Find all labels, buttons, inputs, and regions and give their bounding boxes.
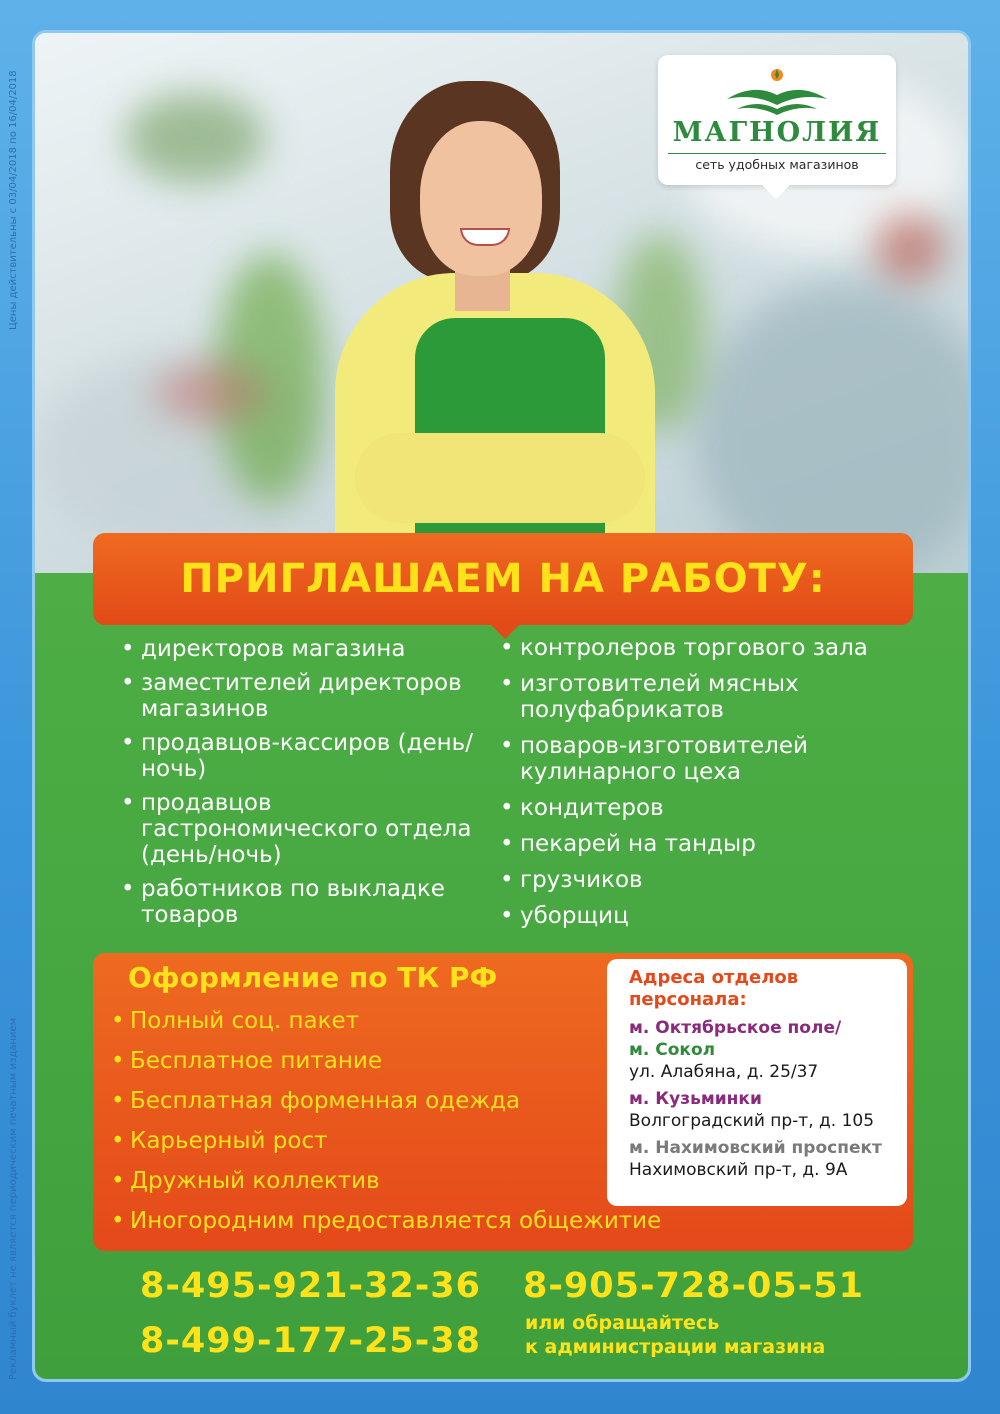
addresses-box bbox=[607, 959, 907, 1206]
conditions-list bbox=[108, 1006, 661, 1246]
list-item: • пекарей на тандыр bbox=[498, 831, 918, 857]
list-item: • Бесплатная форменная одежда bbox=[108, 1086, 661, 1126]
list-item: • контролеров торгового зала bbox=[498, 635, 918, 661]
list-item: • продавцов гастрономического отдела (день/ночь) bbox=[119, 790, 499, 868]
addresses-title: Адреса отделов персонала: bbox=[629, 967, 799, 1010]
logo-title: МАГНОЛИЯ bbox=[672, 117, 882, 148]
list-item: • грузчиков bbox=[498, 867, 918, 893]
metro-station: м. Октябрьское поле/ bbox=[629, 1018, 842, 1038]
logo-subtitle: сеть удобных магазинов bbox=[668, 153, 886, 172]
metro-station: м. Нахимовский проспект bbox=[629, 1138, 882, 1158]
list-item: • изготовителей мясных полуфабрикатов bbox=[498, 671, 918, 723]
list-item: • работников по выкладке товаров bbox=[119, 876, 499, 928]
admin-note bbox=[525, 1311, 825, 1359]
conditions-box bbox=[93, 953, 913, 1251]
street-address: Волгоградский пр-т, д. 105 bbox=[629, 1111, 875, 1131]
admin-note-line: или обращайтесь bbox=[525, 1312, 720, 1334]
list-item: • поваров-изготовителей кулинарного цеха bbox=[498, 733, 918, 785]
metro-station: м. Сокол bbox=[629, 1040, 716, 1060]
list-item: • заместителей директоров магазинов bbox=[119, 670, 499, 722]
list-item: • директоров магазина bbox=[119, 636, 499, 662]
list-item: • кондитеров bbox=[498, 795, 918, 821]
street-address: ул. Алабяна, д. 25/37 bbox=[629, 1062, 819, 1082]
list-item: • уборщиц bbox=[498, 903, 918, 929]
phone-number[interactable]: 8-495-921-32-36 bbox=[140, 1266, 481, 1306]
phone-number[interactable]: 8-905-728-05-51 bbox=[523, 1266, 864, 1306]
headline: ПРИГЛАШАЕМ НА РАБОТУ: bbox=[93, 533, 913, 625]
admin-note-line: к администрации магазина bbox=[525, 1336, 826, 1358]
street-address: Нахимовский пр-т, д. 9А bbox=[629, 1160, 848, 1180]
list-item: • Карьерный рост bbox=[108, 1126, 661, 1166]
brand-logo bbox=[658, 55, 896, 185]
list-item: • Полный соц. пакет bbox=[108, 1006, 661, 1046]
poster bbox=[32, 30, 971, 1382]
magnolia-logo-icon bbox=[723, 65, 831, 120]
list-item: • Бесплатное питание bbox=[108, 1046, 661, 1086]
list-item: • продавцов-кассиров (день/ночь) bbox=[119, 730, 499, 782]
metro-station: м. Кузьминки bbox=[629, 1089, 762, 1109]
validity-note: Цены действительны с 03/04/2018 по 16/04/2018 bbox=[8, 70, 19, 330]
phone-number[interactable]: 8-499-177-25-38 bbox=[140, 1321, 481, 1361]
disclaimer-note: Рекламный буклет не является периодическим печатным изданием bbox=[8, 1017, 19, 1380]
jobs-list-left bbox=[119, 636, 499, 936]
list-item: • Иногородним предоставляется общежитие bbox=[108, 1206, 661, 1246]
list-item: • Дружный коллектив bbox=[108, 1166, 661, 1206]
jobs-list-right bbox=[498, 635, 918, 939]
conditions-title: Оформление по ТК РФ bbox=[128, 961, 498, 994]
